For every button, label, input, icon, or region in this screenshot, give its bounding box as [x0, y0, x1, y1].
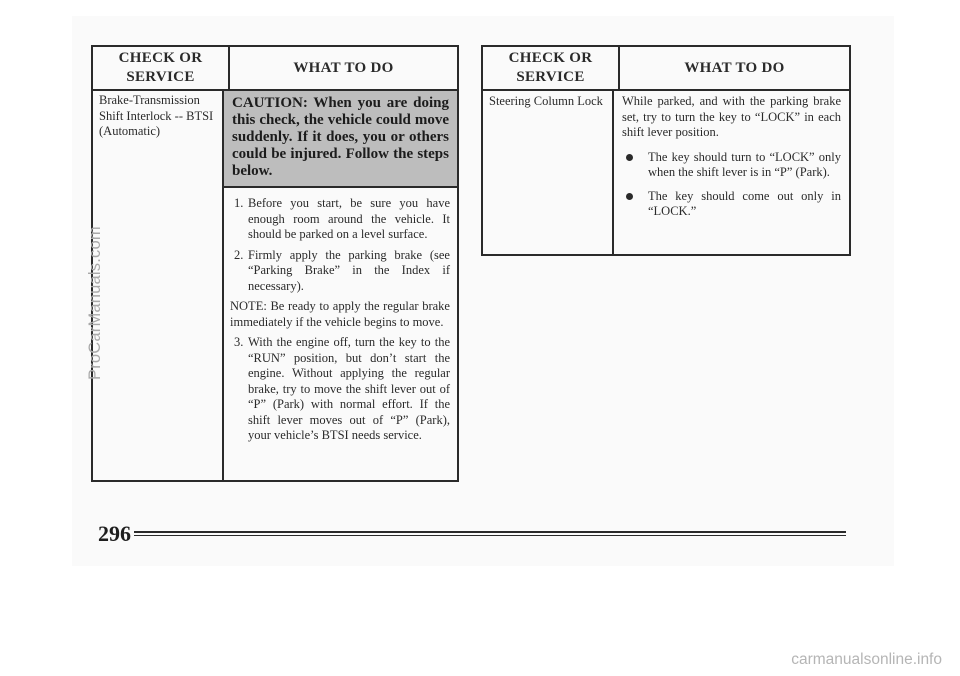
- step-item: [234, 335, 450, 444]
- header-check-or-service: CHECK OR SERVICE: [93, 47, 230, 89]
- watermark-text: ProCarManuals.com: [86, 226, 104, 380]
- bullet-icon: [622, 189, 648, 220]
- step-text: Firmly apply the parking brake (see “Parking Brake” in the Index if necessary).: [248, 247, 450, 293]
- caution-box: CAUTION: When you are doing this check, the vehicle could move suddenly. If it does, you or others could be injured. Follow the steps below.: [224, 91, 457, 188]
- page-number: 296: [98, 521, 131, 546]
- header-what-to-do: WHAT TO DO: [684, 59, 785, 76]
- right-table-header: [483, 47, 849, 91]
- steering-lock-instructions: [614, 91, 849, 254]
- step-item: [234, 196, 450, 243]
- bullet-item: [622, 150, 841, 181]
- left-table-header: [93, 47, 457, 91]
- service-item-steering-lock: Steering Column Lock: [483, 91, 614, 254]
- step-number: 3.: [234, 335, 244, 349]
- intro-text: While parked, and with the parking brake set, try to turn the key to “LOCK” in each shift lever position.: [622, 94, 841, 139]
- left-table: [91, 45, 459, 482]
- bullet-item: [622, 189, 841, 220]
- step-item: [234, 248, 450, 295]
- bullet-text: The key should come out only in “LOCK.”: [648, 188, 841, 218]
- footer-rule-thin: [134, 535, 846, 536]
- btsi-instructions: [224, 91, 457, 480]
- step-number: 2.: [234, 247, 244, 262]
- header-what-to-do: WHAT TO DO: [293, 59, 394, 76]
- step-number: 1.: [234, 196, 244, 210]
- step-text: With the engine off, turn the key to the “RUN” position, but don’t start the engine. Without applying the regular brake, try to move the shift lever out of “P” (Park) with normal effort. If the shift lever moves out of “P” (Park), your vehicle’s BTSI needs service.: [248, 335, 450, 442]
- footer-rule: [134, 531, 846, 533]
- note-text: NOTE: Be ready to apply the regular brake immediately if the vehicle begins to move.: [230, 299, 450, 329]
- header-check-or-service: CHECK OR SERVICE: [483, 47, 620, 89]
- service-item-btsi: Brake-Transmission Shift Interlock -- BTSI (Automatic): [93, 91, 224, 480]
- footer-watermark: carmanualsonline.info: [791, 651, 942, 668]
- bullet-icon: [622, 150, 648, 181]
- step-text: Before you start, be sure you have enough room around the vehicle. It should be parked on a level surface.: [248, 196, 450, 241]
- right-table: [481, 45, 851, 256]
- bullet-text: The key should turn to “LOCK” only when the shift lever is in “P” (Park).: [648, 149, 841, 179]
